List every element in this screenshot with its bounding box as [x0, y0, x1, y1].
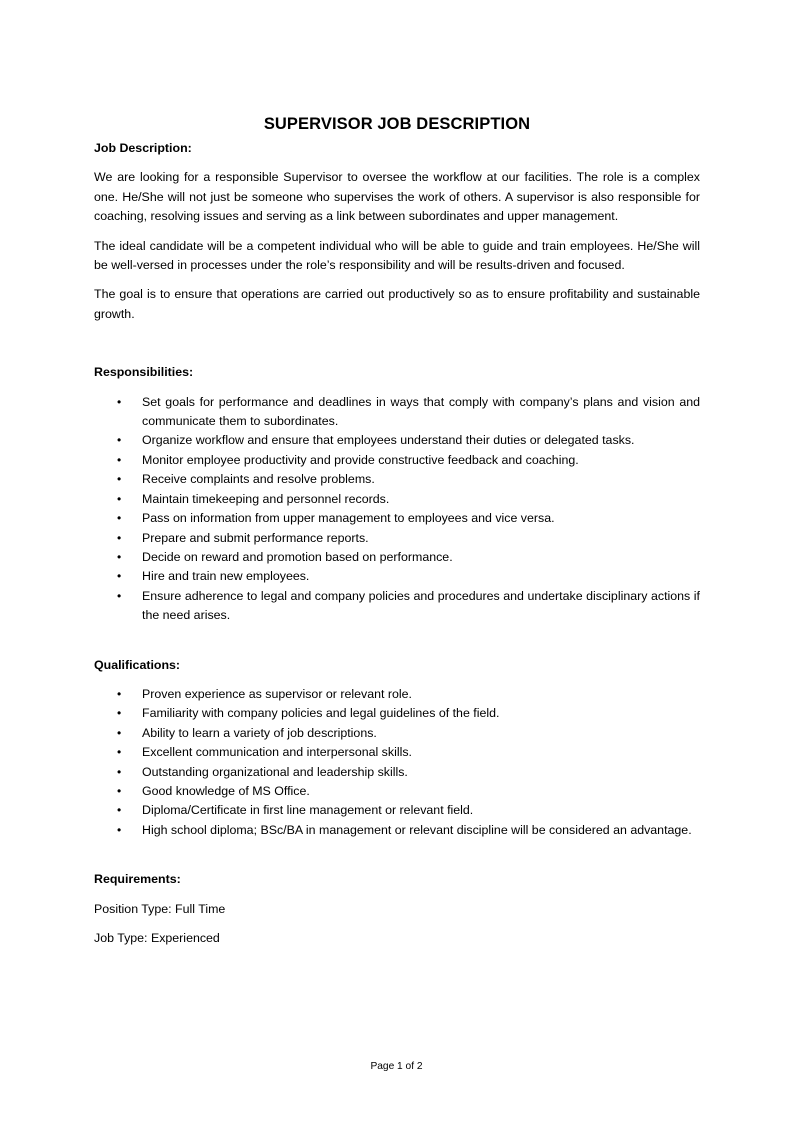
list-item [94, 685, 700, 704]
bullet-icon: • [117, 764, 122, 779]
bullet-icon: • [117, 491, 122, 506]
list-item-text: Organize workflow and ensure that employees understand their duties or delegated tasks. [142, 433, 635, 448]
bullet-icon: • [117, 686, 122, 701]
list-item [94, 393, 700, 432]
bullet-icon: • [117, 569, 122, 584]
list-item-text: Outstanding organizational and leadership skills. [142, 764, 408, 779]
bullet-icon: • [117, 783, 122, 798]
job-description-section [94, 139, 700, 324]
requirements-heading: Requirements: [94, 872, 181, 887]
list-item [94, 782, 700, 801]
list-item [94, 704, 700, 723]
document-title: SUPERVISOR JOB DESCRIPTION [263, 115, 531, 133]
qualifications-list [94, 685, 700, 840]
bullet-icon: • [117, 433, 122, 448]
bullet-icon: • [117, 394, 122, 409]
job-description-paragraph: We are looking for a responsible Supervisor to oversee the workflow at our facilities. The role is a complex one. He/She will not just be someone who supervises the work of others. A supervisor is also responsible for coaching, resolving issues and serving as a link between subordinates and upper management. [94, 170, 700, 224]
list-item-text: Hire and train new employees. [142, 569, 310, 584]
bullet-icon: • [117, 511, 122, 526]
list-item [94, 509, 700, 528]
list-item [94, 763, 700, 782]
responsibilities-heading: Responsibilities: [94, 365, 194, 380]
list-item-text: Receive complaints and resolve problems. [142, 472, 375, 487]
list-item-text: Decide on reward and promotion based on performance. [142, 549, 453, 564]
bullet-icon: • [117, 588, 122, 603]
list-item-text: Prepare and submit performance reports. [142, 530, 369, 545]
section-spacer [94, 636, 700, 656]
list-item-text: High school diploma; BSc/BA in management or relevant discipline will be considered an advantage. [142, 822, 692, 837]
list-item-text: Diploma/Certificate in first line management or relevant field. [142, 803, 474, 818]
list-item [94, 724, 700, 743]
section-spacer [94, 850, 700, 870]
list-item [94, 529, 700, 548]
list-item-text: Good knowledge of MS Office. [142, 783, 310, 798]
list-item-text: Proven experience as supervisor or relevant role. [142, 686, 412, 701]
responsibilities-list [94, 393, 700, 626]
job-description-heading: Job Description: [94, 141, 192, 155]
responsibilities-section [94, 363, 700, 625]
list-item [94, 490, 700, 509]
list-item [94, 567, 700, 586]
bullet-icon: • [117, 452, 122, 467]
bullet-icon: • [117, 530, 122, 545]
qualifications-section [94, 656, 700, 841]
job-description-paragraph: The goal is to ensure that operations are carried out productively so as to ensure profitability and sustainable growth. [94, 287, 700, 321]
job-type-line: Job Type: Experienced [94, 931, 220, 945]
list-item-text: Ensure adherence to legal and company policies and procedures and undertake disciplinary actions if the need arises. [142, 588, 700, 623]
list-item [94, 451, 700, 470]
bullet-icon: • [117, 745, 122, 760]
list-item-text: Set goals for performance and deadlines in ways that comply with company’s plans and vision and communicate them to subordinates. [142, 394, 700, 429]
list-item [94, 587, 700, 626]
requirements-section [94, 870, 700, 948]
job-description-paragraph: The ideal candidate will be a competent individual who will be able to guide and train employees. He/She will be well-versed in processes under the role’s responsibility and will be results-driven and focused. [94, 238, 700, 273]
list-item [94, 821, 700, 840]
bullet-icon: • [117, 706, 122, 721]
bullet-icon: • [117, 822, 122, 837]
bullet-icon: • [117, 803, 122, 818]
document-body [94, 113, 700, 958]
list-item-text: Familiarity with company policies and legal guidelines of the field. [142, 706, 500, 721]
list-item-text: Excellent communication and interpersonal skills. [142, 745, 412, 760]
list-item [94, 470, 700, 489]
list-item-text: Maintain timekeeping and personnel records. [142, 491, 390, 506]
position-type-line: Position Type: Full Time [94, 901, 226, 916]
bullet-icon: • [117, 725, 122, 740]
list-item [94, 743, 700, 762]
list-item-text: Pass on information from upper management to employees and vice versa. [142, 511, 555, 526]
list-item-text: Ability to learn a variety of job descriptions. [142, 725, 377, 740]
qualifications-heading: Qualifications: [94, 657, 181, 672]
list-item-text: Monitor employee productivity and provide constructive feedback and coaching. [142, 452, 579, 467]
bullet-icon: • [117, 472, 122, 487]
list-item [94, 548, 700, 567]
page-number-footer: Page 1 of 2 [370, 1061, 423, 1072]
list-item [94, 431, 700, 450]
list-item [94, 801, 700, 820]
bullet-icon: • [117, 549, 122, 564]
section-spacer [94, 334, 700, 363]
